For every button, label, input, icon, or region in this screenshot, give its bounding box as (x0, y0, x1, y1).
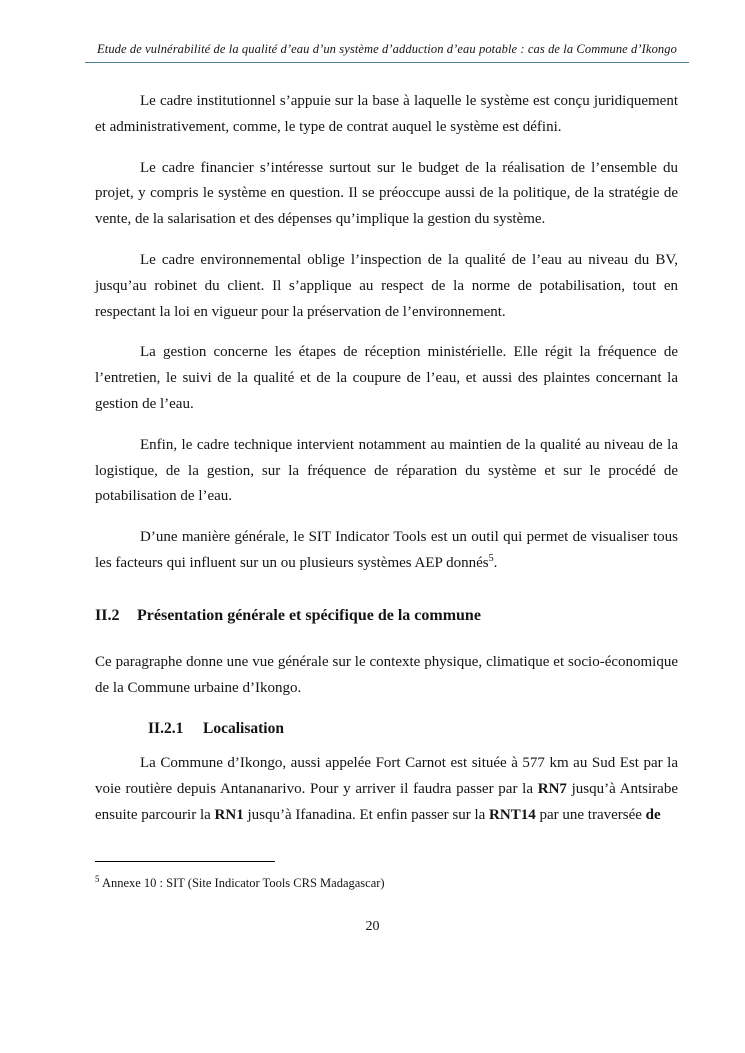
section-number: II.2 (95, 606, 120, 624)
paragraph-cadre-financier: Le cadre financier s’intéresse surtout sur le budget de la réalisation de l’ensemble du projet, y compris le système en question. Il se préoccupe aussi de la politique, de la stratégie de vente, de la salarisation et des dépenses qu’implique la gestion du système. (95, 159, 678, 228)
paragraph-gestion: La gestion concerne les étapes de réception ministérielle. Elle régit la fréquence de l’entretien, le suivi de la qualité et de la coupure de l’eau, et aussi des plaintes concernant la gestion de l’eau. (95, 344, 678, 412)
subsection-title: Localisation (203, 720, 284, 738)
footnote-text: Annexe 10 : SIT (Site Indicator Tools CRS Madagascar) (101, 876, 385, 890)
subsection-number: II.2.1 (148, 720, 184, 738)
paragraph-localisation: La Commune d’Ikongo, aussi appelée Fort Carnot est située à 577 km au Sud Est par la voie routière depuis Antananarivo. Pour y arriver il faudra passer par la RN7 jusqu’à Antsirabe ensuite parcourir la RN1 jusqu’à Ifanadina. Et enfin passer sur la RNT14 par une traversée de (95, 755, 678, 823)
section-title: Présentation générale et spécifique de la commune (137, 606, 481, 624)
page-number: 20 (365, 919, 380, 934)
paragraph-cadre-institutionnel: Le cadre institutionnel s’appuie sur la base à laquelle le système est conçu juridiquement et administrativement, comme, le type de contrat auquel le système est défini. (95, 93, 678, 135)
footnote-separator-rule (95, 861, 275, 862)
page-header (85, 42, 689, 63)
section-heading (95, 603, 678, 629)
paragraph-sit-indicator: D’une manière générale, le SIT Indicator Tools est un outil qui permet de visualiser tous les facteurs qui influent sur un ou plusieurs systèmes AEP donnés$^5$. (95, 529, 678, 571)
footnote (95, 875, 678, 892)
footnote-marker: 5 (95, 873, 100, 884)
paragraph-cadre-environnemental: Le cadre environnemental oblige l’inspection de la qualité de l’eau au niveau du BV, jusqu’au robinet du client. Il s’applique au respect de la norme de potabilisation, tout en respectant la loi en vigueur pour la préservation de l’environnement. (95, 251, 678, 320)
paragraph-cadre-technique: Enfin, le cadre technique intervient notamment au maintien de la qualité au niveau de la logistique, de la gestion, sur la fréquence de réparation du système et sur le procédé de potabilisation de l’eau. (95, 436, 678, 505)
paragraph-intro-commune: Ce paragraphe donne une vue générale sur le contexte physique, climatique et socio-économique de la Commune urbaine d’Ikongo. (95, 653, 678, 696)
running-header-title: Etude de vulnérabilité de la qualité d’eau d’un système d’adduction d’eau potable : cas de la Commune d’Ikongo (97, 42, 677, 56)
subsection-heading (95, 716, 678, 742)
page-body (95, 89, 678, 829)
footnote-area (95, 861, 678, 892)
